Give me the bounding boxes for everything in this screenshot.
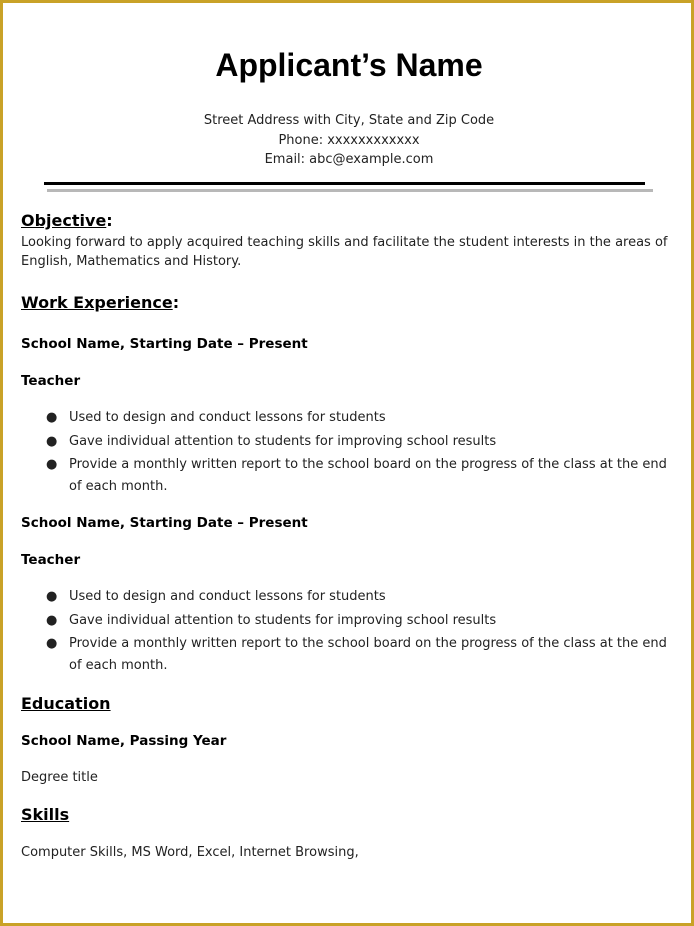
contact-phone: Phone: xxxxxxxxxxxx [278,133,420,148]
duty-text: Gave individual attention to students for improving school results [69,433,497,449]
job-2-school: School Name, Starting Date – Present [21,515,308,531]
header-divider-primary [44,182,645,185]
contact-address: Street Address with City, State and Zip Code [203,113,495,128]
education-heading [21,694,111,713]
duty-text: Used to design and conduct lessons for students [69,589,386,604]
education-degree: Degree title [21,770,98,785]
job-1-role: Teacher [21,373,81,389]
duty-text: Used to design and conduct lessons for students [69,410,386,425]
skills-heading [21,805,69,824]
list-item [21,407,671,429]
job-1-duties [21,407,671,500]
work-experience-heading: Work Experience: [21,293,180,312]
skills-text: Computer Skills, MS Word, Excel, Internet Browsing, [21,845,359,860]
list-item [21,586,671,608]
bullet-icon: ● [46,457,58,472]
bullet-icon: ● [46,636,58,651]
applicant-name: Applicant’s Name [215,47,483,83]
list-item [21,454,671,498]
job-2-role: Teacher [21,552,81,568]
contact-email: Email: abc@example.com [264,152,434,167]
header-divider-secondary [47,189,653,192]
duty-text: Gave individual attention to students for improving school results [69,612,497,628]
job-1-school: School Name, Starting Date – Present [21,336,308,352]
objective-heading-label: Objective [21,211,107,230]
bullet-icon: ● [46,612,58,628]
objective-heading: Objective: [21,211,113,230]
list-item [21,633,671,677]
objective-text: Looking forward to apply acquired teaching skills and facilitate the student interests in the areas of English, Mathematics and History. [21,235,668,269]
duty-text: Provide a monthly written report to the school board on the progress of the class at the end of each month. [69,457,667,494]
bullet-icon: ● [46,433,58,449]
duty-text: Provide a monthly written report to the school board on the progress of the class at the end of each month. [69,636,667,673]
job-2-duties [21,586,671,679]
work-experience-heading-label: Work Experience [21,293,173,312]
skills-heading-label: Skills [21,805,70,824]
bullet-icon: ● [46,410,58,425]
education-heading-label: Education [21,694,111,713]
education-school: School Name, Passing Year [21,733,227,749]
list-item [21,610,671,632]
bullet-icon: ● [46,589,58,604]
list-item [21,431,671,453]
